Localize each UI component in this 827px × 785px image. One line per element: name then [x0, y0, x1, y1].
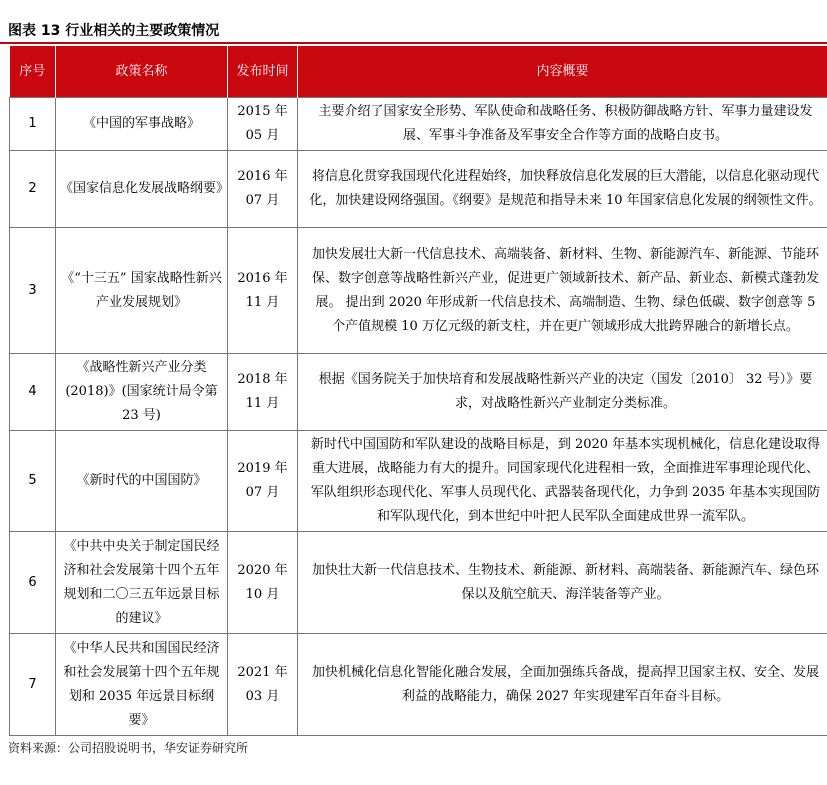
row-seq: 7 — [10, 634, 56, 736]
row-date: 2020 年 10 月 — [228, 532, 298, 634]
header-seq: 序号 — [10, 46, 56, 98]
table-row — [10, 431, 827, 532]
row-date: 2015 年 05 月 — [228, 98, 298, 151]
table-row — [10, 228, 827, 354]
row-seq: 1 — [10, 98, 56, 151]
row-date: 2018 年 11 月 — [228, 354, 298, 431]
header-content: 内容概要 — [298, 46, 827, 98]
row-name: 《战略性新兴产业分类 (2018)》(国家统计局令第 23 号) — [56, 354, 228, 431]
row-content: 加快机械化信息化智能化融合发展，全面加强练兵备战，提高捍卫国家主权、安全、发展利益的战略能力，确保 2027 年实现建军百年奋斗目标。 — [298, 634, 827, 736]
table-row — [10, 151, 827, 228]
table-row — [10, 98, 827, 151]
row-seq: 5 — [10, 431, 56, 532]
row-name: 《中国的军事战略》 — [56, 98, 228, 151]
row-content: 新时代中国国防和军队建设的战略目标是，到 2020 年基本实现机械化，信息化建设取得重大进展，战略能力有大的提升。同国家现代化进程相一致，全面推进军事理论现代化、军队组织形态现代化、军事人员现代化、武器装备现代化，力争到 2035 年基本实现国防和军队现代化，到本世纪中叶把人民军队全面建成世界一流军队。 — [298, 431, 827, 532]
source-note: 资料来源：公司招股说明书，华安证券研究所 — [8, 741, 249, 755]
row-content: 加快壮大新一代信息技术、生物技术、新能源、新材料、高端装备、新能源汽车、绿色环保以及航空航天、海洋装备等产业。 — [298, 532, 827, 634]
header-name: 政策名称 — [56, 46, 228, 98]
row-content: 主要介绍了国家安全形势、军队使命和战略任务、积极防御战略方针、军事力量建设发展、军事斗争准备及军事安全合作等方面的战略白皮书。 — [298, 98, 827, 151]
header-date: 发布时间 — [228, 46, 298, 98]
row-date: 2016 年 11 月 — [228, 228, 298, 354]
row-seq: 6 — [10, 532, 56, 634]
table-row — [10, 532, 827, 634]
row-seq: 3 — [10, 228, 56, 354]
row-name: 《新时代的中国国防》 — [56, 431, 228, 532]
title-divider — [0, 42, 827, 44]
policy-table — [9, 46, 827, 736]
table-header-row — [10, 46, 827, 98]
row-content: 将信息化贯穿我国现代化进程始终，加快释放信息化发展的巨大潜能，以信息化驱动现代化，加快建设网络强国。《纲要》是规范和指导未来 10 年国家信息化发展的纲领性文件。 — [298, 151, 827, 228]
row-date: 2021 年 03 月 — [228, 634, 298, 736]
row-content: 根据《国务院关于加快培育和发展战略性新兴产业的决定（国发〔2010〕 32 号）》要求，对战略性新兴产业制定分类标准。 — [298, 354, 827, 431]
row-name: 《中共中央关于制定国民经济和社会发展第十四个五年规划和二〇三五年远景目标的建议》 — [56, 532, 228, 634]
row-date: 2019 年 07 月 — [228, 431, 298, 532]
row-name: 《“十三五” 国家战略性新兴产业发展规划》 — [56, 228, 228, 354]
row-name: 《国家信息化发展战略纲要》 — [56, 151, 228, 228]
figure-title: 图表 13 行业相关的主要政策情况 — [8, 23, 220, 39]
row-date: 2016 年 07 月 — [228, 151, 298, 228]
row-name: 《中华人民共和国国民经济和社会发展第十四个五年规划和 2035 年远景目标纲要》 — [56, 634, 228, 736]
row-seq: 2 — [10, 151, 56, 228]
row-seq: 4 — [10, 354, 56, 431]
table-row — [10, 634, 827, 736]
table-row — [10, 354, 827, 431]
row-content: 加快发展壮大新一代信息技术、高端装备、新材料、生物、新能源汽车、新能源、节能环保、数字创意等战略性新兴产业，促进更广领域新技术、新产品、新业态、新模式蓬勃发展。 提出到 2020 年形成新一代信息技术、高端制造、生物、绿色低碳、数字创意等 5 个产值规模 10 万亿元级的新支柱，并在更广领域形成大批跨界融合的新增长点。 — [298, 228, 827, 354]
